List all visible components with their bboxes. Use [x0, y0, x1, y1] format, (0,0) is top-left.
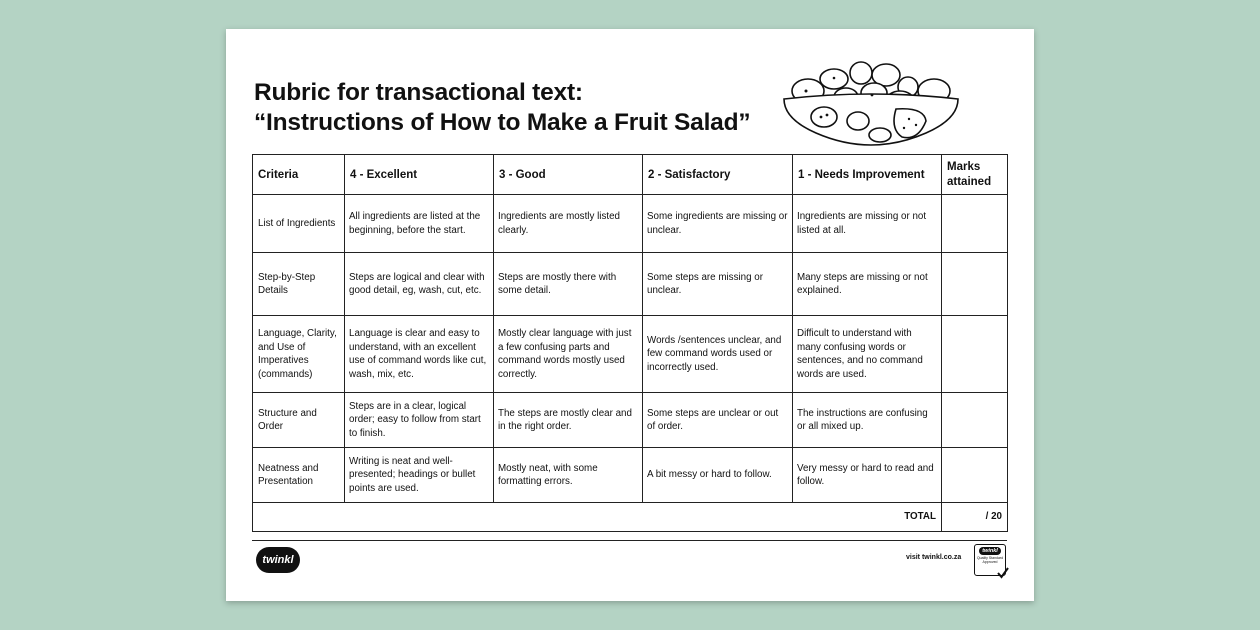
- criteria-cell: List of Ingredients: [253, 195, 345, 253]
- table-row: [253, 316, 1008, 393]
- table-header-row: [253, 155, 1008, 195]
- fruit-icon: [811, 107, 837, 127]
- marks-cell[interactable]: [942, 316, 1008, 393]
- excellent-cell: Steps are in a clear, logical order; easy to follow from start to finish.: [345, 393, 494, 448]
- criteria-cell: Neatness and Presentation: [253, 448, 345, 503]
- satisfactory-cell: A bit messy or hard to follow.: [643, 448, 793, 503]
- needs-improvement-cell: Many steps are missing or not explained.: [793, 253, 942, 316]
- fruit-icon: [869, 128, 891, 142]
- excellent-cell: Language is clear and easy to understand, with an excellent use of command words like cut, wash, mix, etc.: [345, 316, 494, 393]
- satisfactory-cell: Words /sentences unclear, and few command words used or incorrectly used.: [643, 316, 793, 393]
- badge-logo: twinkl: [979, 547, 1001, 555]
- satisfactory-cell: Some ingredients are missing or unclear.: [643, 195, 793, 253]
- table-row: [253, 448, 1008, 503]
- excellent-cell: Writing is neat and well-presented; headings or bullet points are used.: [345, 448, 494, 503]
- excellent-cell: All ingredients are listed at the beginning, before the start.: [345, 195, 494, 253]
- marks-cell[interactable]: [942, 448, 1008, 503]
- marks-cell[interactable]: [942, 253, 1008, 316]
- satisfactory-cell: Some steps are missing or unclear.: [643, 253, 793, 316]
- footer-divider: [252, 540, 1007, 541]
- good-cell: Mostly neat, with some formatting errors.: [494, 448, 643, 503]
- needs-improvement-cell: Difficult to understand with many confusing words or sentences, and no command words are used.: [793, 316, 942, 393]
- column-header: 2 - Satisfactory: [643, 155, 793, 195]
- total-value: / 20: [942, 503, 1008, 532]
- marks-cell[interactable]: [942, 393, 1008, 448]
- good-cell: Mostly clear language with just a few confusing parts and command words mostly used correctly.: [494, 316, 643, 393]
- good-cell: The steps are mostly clear and in the right order.: [494, 393, 643, 448]
- good-cell: Ingredients are mostly listed clearly.: [494, 195, 643, 253]
- column-header: Criteria: [253, 155, 345, 195]
- title-line-2: “Instructions of How to Make a Fruit Salad”: [254, 109, 751, 136]
- total-label: TOTAL: [253, 503, 942, 532]
- column-header: Marks attained: [942, 155, 1008, 195]
- needs-improvement-cell: Very messy or hard to read and follow.: [793, 448, 942, 503]
- satisfactory-cell: Some steps are unclear or out of order.: [643, 393, 793, 448]
- fruit-icon: [850, 62, 872, 84]
- rubric-table: [252, 154, 1008, 532]
- good-cell: Steps are mostly there with some detail.: [494, 253, 643, 316]
- column-header: 1 - Needs Improvement: [793, 155, 942, 195]
- visit-link[interactable]: visit twinkl.co.za: [906, 554, 962, 561]
- table-row: [253, 393, 1008, 448]
- checkmark-icon: [997, 567, 1009, 579]
- table-row: [253, 253, 1008, 316]
- badge-text: Quality Standard Approved: [976, 556, 1004, 564]
- column-header: 3 - Good: [494, 155, 643, 195]
- worksheet-page: [226, 29, 1034, 601]
- criteria-cell: Structure and Order: [253, 393, 345, 448]
- column-header: 4 - Excellent: [345, 155, 494, 195]
- needs-improvement-cell: Ingredients are missing or not listed at all.: [793, 195, 942, 253]
- fruit-icon: [847, 112, 869, 130]
- quality-badge: [974, 544, 1006, 576]
- excellent-cell: Steps are logical and clear with good detail, eg, wash, cut, etc.: [345, 253, 494, 316]
- criteria-cell: Step-by-Step Details: [253, 253, 345, 316]
- criteria-cell: Language, Clarity, and Use of Imperatives (commands): [253, 316, 345, 393]
- twinkl-logo: twinkl: [256, 547, 300, 573]
- title-line-1: Rubric for transactional text:: [254, 79, 583, 106]
- marks-cell[interactable]: [942, 195, 1008, 253]
- page-title: [254, 78, 750, 138]
- total-row: [253, 503, 1008, 532]
- table-row: [253, 195, 1008, 253]
- needs-improvement-cell: The instructions are confusing or all mixed up.: [793, 393, 942, 448]
- fruit-salad-bowl-illustration: [776, 51, 966, 151]
